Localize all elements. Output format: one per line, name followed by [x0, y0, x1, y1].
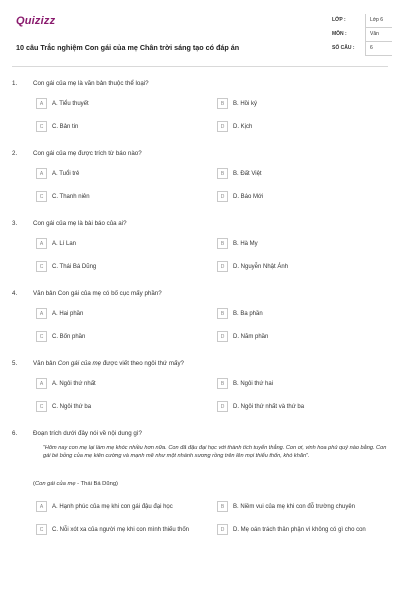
source-pre: ( [33, 481, 35, 487]
option-letter-box: A [36, 168, 47, 179]
option-text: D. Ngôi thứ nhất và thứ ba [233, 403, 305, 410]
option-a[interactable] [36, 98, 89, 109]
meta-value: Lớp 6 [370, 17, 384, 23]
meta-underline [366, 55, 392, 56]
option-text: D. Kịch [233, 123, 253, 130]
question-text: Đoạn trích dưới đây nói về nội dung gì? [33, 430, 142, 437]
option-letter-box: C [36, 191, 47, 202]
option-letter-box: B [217, 378, 228, 389]
quizizz-logo: Quizizz [16, 15, 56, 27]
option-c[interactable] [36, 261, 96, 272]
option-d[interactable] [217, 191, 263, 202]
option-letter-box: C [36, 524, 47, 535]
option-text: A. Hạnh phúc của mẹ khi con gái đậu đại học [52, 503, 173, 510]
option-text: D. Báo Mới [233, 193, 264, 200]
question-text: Con gái của mẹ là văn bản thuộc thể loại? [33, 80, 149, 87]
option-a[interactable] [36, 378, 96, 389]
question-text: Con gái của mẹ là bài báo của ai? [33, 220, 127, 227]
option-text: B. Hồi ký [233, 100, 258, 107]
option-text: B. Hà My [233, 240, 258, 247]
option-letter-box: D [217, 261, 228, 272]
question-text-title: Con gái của mẹ [57, 360, 102, 367]
option-letter-box: A [36, 308, 47, 319]
option-text: C. Bản tin [52, 123, 79, 130]
option-letter-box: A [36, 501, 47, 512]
option-text: C. Bốn phần [52, 333, 86, 340]
option-c[interactable] [36, 191, 90, 202]
worksheet-meta [332, 14, 392, 56]
option-d[interactable] [217, 121, 252, 132]
option-letter-box: B [217, 98, 228, 109]
question-number: 4. [12, 290, 18, 297]
option-text: A. Tuổi trẻ [52, 170, 80, 177]
option-b[interactable] [217, 98, 257, 109]
option-letter-box: B [217, 501, 228, 512]
option-c[interactable] [36, 121, 78, 132]
option-letter-box: C [36, 331, 47, 342]
option-a[interactable] [36, 501, 173, 512]
option-d[interactable] [217, 331, 268, 342]
source-post: - Thái Bá Dũng) [75, 481, 118, 487]
option-letter-box: A [36, 98, 47, 109]
meta-row-count [332, 42, 392, 56]
option-letter-box: B [217, 308, 228, 319]
meta-value: Văn [370, 31, 379, 37]
question-text [33, 360, 184, 367]
header-divider [12, 66, 388, 67]
option-d[interactable] [217, 524, 366, 535]
option-a[interactable] [36, 238, 76, 249]
worksheet-header [12, 12, 388, 62]
meta-label: MÔN : [332, 31, 347, 37]
option-letter-box: C [36, 121, 47, 132]
meta-label: LỚP : [332, 17, 346, 23]
option-letter-box: D [217, 331, 228, 342]
option-text: C. Thanh niên [52, 193, 90, 200]
option-text: D. Nguyễn Nhật Ánh [233, 263, 289, 270]
question-text-post: được viết theo ngôi thứ mấy? [101, 360, 184, 367]
meta-label: SỐ CÂU : [332, 45, 355, 51]
option-b[interactable] [217, 238, 258, 249]
option-c[interactable] [36, 401, 91, 412]
option-c[interactable] [36, 524, 189, 535]
option-a[interactable] [36, 168, 79, 179]
question-number: 3. [12, 220, 18, 227]
passage-source [33, 481, 118, 487]
source-title: Con gái của mẹ [34, 481, 76, 487]
option-letter-box: D [217, 401, 228, 412]
option-text: A. Tiểu thuyết [52, 100, 89, 107]
option-text: C. Nỗi xót xa của người mẹ khi con mình thiếu thốn [52, 526, 190, 533]
option-text: B. Niềm vui của mẹ khi con đỗ trường chuyên [233, 503, 356, 510]
option-text: A. Hai phần [52, 310, 84, 317]
option-c[interactable] [36, 331, 85, 342]
option-text: B. Ngôi thứ hai [233, 380, 274, 387]
option-letter-box: D [217, 191, 228, 202]
option-text: B. Ba phần [233, 310, 263, 317]
option-text: C. Ngôi thứ ba [52, 403, 92, 410]
option-letter-box: B [217, 238, 228, 249]
option-text: A. Ngôi thứ nhất [52, 380, 96, 387]
question-number: 5. [12, 360, 18, 367]
option-letter-box: C [36, 401, 47, 412]
option-a[interactable] [36, 308, 83, 319]
option-letter-box: C [36, 261, 47, 272]
meta-row-grade [332, 14, 392, 28]
option-b[interactable] [217, 168, 262, 179]
option-d[interactable] [217, 401, 304, 412]
meta-value: 6 [370, 45, 373, 51]
question-number: 6. [12, 430, 18, 437]
option-text: C. Thái Bá Dũng [52, 263, 97, 270]
option-text: D. Năm phần [233, 333, 269, 340]
option-text: A. Lí Lan [52, 240, 77, 247]
question-text-pre: Văn bản [33, 360, 58, 367]
option-letter-box: B [217, 168, 228, 179]
option-letter-box: A [36, 378, 47, 389]
worksheet-title: 10 câu Trắc nghiệm Con gái của mẹ Chân trời sáng tạo có đáp án [16, 43, 240, 52]
question-number: 1. [12, 80, 18, 87]
option-letter-box: A [36, 238, 47, 249]
question-text: Văn bản Con gái của mẹ có bố cục mấy phần? [33, 290, 162, 297]
quoted-passage: “Hôm nay con mẹ lại làm mẹ khóc nhiều hơn nữa. Con đã đậu đại học với thành tích tuyển thẳng. Con ơi, vinh hoa phú quý nào bằng. Con gái bé bỏng của mẹ kiên cường và mạnh mẽ như một nhánh xương rồng trên lên mọi thiếu thốn, khó khăn”. [43, 445, 387, 459]
question-text: Con gái của mẹ được trích từ báo nào? [33, 150, 142, 157]
option-d[interactable] [217, 261, 288, 272]
option-letter-box: D [217, 121, 228, 132]
question-number: 2. [12, 150, 18, 157]
meta-row-subject [332, 28, 392, 42]
option-text: B. Đất Việt [233, 170, 262, 177]
option-letter-box: D [217, 524, 228, 535]
option-b[interactable] [217, 501, 355, 512]
option-b[interactable] [217, 308, 263, 319]
option-text: D. Mẹ oán trách thân phận vì không có gì cho con [233, 526, 366, 533]
option-b[interactable] [217, 378, 273, 389]
